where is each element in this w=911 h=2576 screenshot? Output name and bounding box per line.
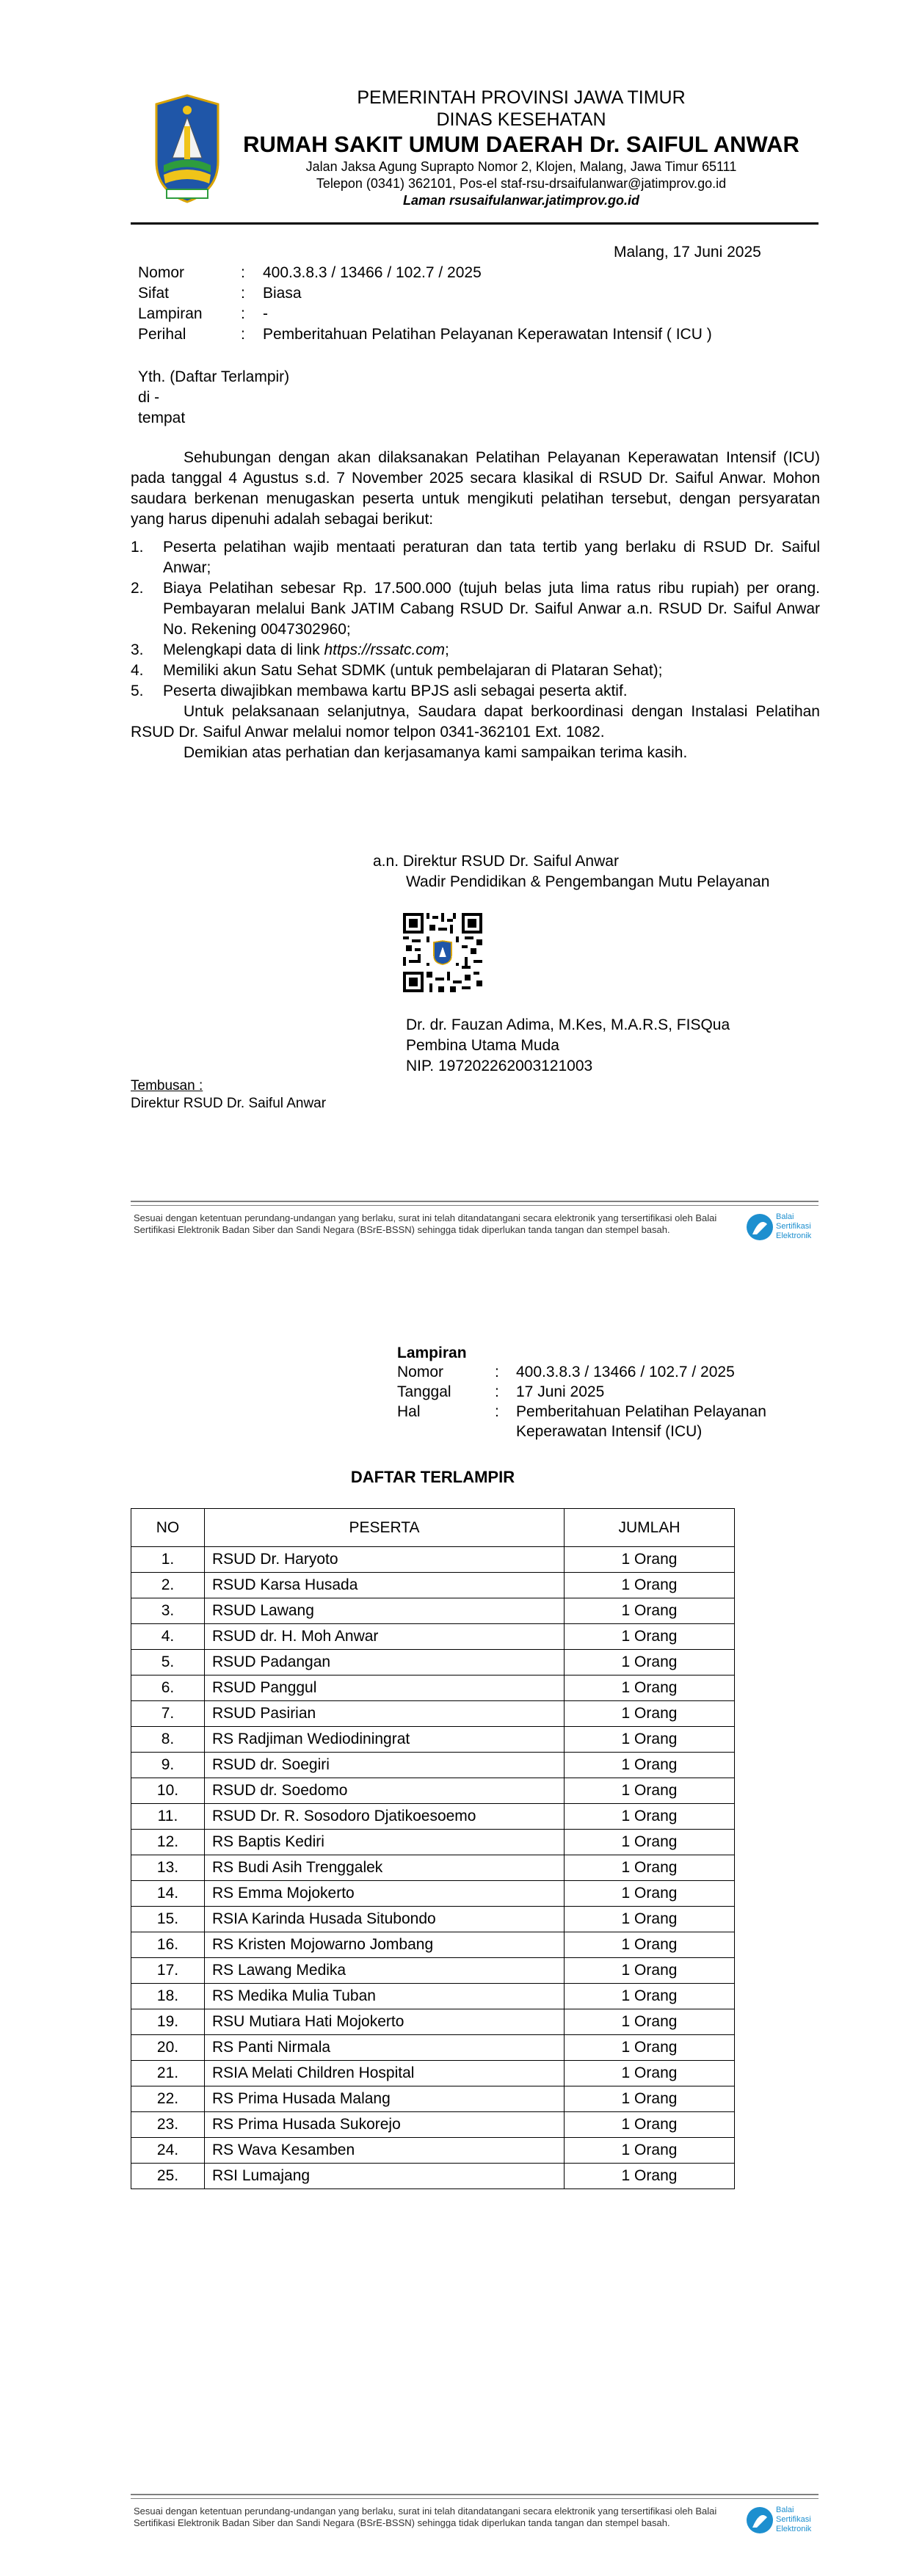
requirement-text: Biaya Pelatihan sebesar Rp. 17.500.000 (tujuh belas juta lima ratus ribu rupiah) per orang. Pembayaran melalui Bank JATIM Cabang RSUD Dr. Saiful Anwar a.n. RSUD Dr. Saiful Anwar No. Rekening 0047302960; [163,580,820,638]
row-participant: RS Baptis Kediri [205,1830,565,1855]
lampiran-row-hal [397,1402,779,1461]
row-quantity: 1 Orang [565,1984,735,2009]
bsre-label-line: Sertifikasi [776,2515,811,2524]
requirement-text: Memiliki akun Satu Sehat SDMK (untuk pembelajaran di Plataran Sehat); [163,662,663,679]
lampiran-value: 17 Juni 2025 [516,1383,605,1400]
row-quantity: 1 Orang [565,2009,735,2035]
recipient-line: di - [138,389,160,406]
row-quantity: 1 Orang [565,1830,735,1855]
bsre-label-line: Elektronik [776,1231,812,1240]
row-quantity: 1 Orang [565,1650,735,1676]
meta-value: 400.3.8.3 / 13466 / 102.7 / 2025 [263,264,482,281]
table-row [131,2138,735,2164]
row-quantity: 1 Orang [565,1881,735,1907]
signer-nip: NIP. 197202262003121003 [406,1058,593,1074]
requirement-number: 1. [131,539,144,556]
body-paragraph-closing: Demikian atas perhatian dan kerjasamanya kami sampaikan terima kasih. [184,744,688,761]
requirement-text-suffix: ; [445,641,449,658]
row-number: 5. [131,1650,205,1676]
requirement-text: Peserta diwajibkan membawa kartu BPJS asli sebagai peserta aktif. [163,683,628,699]
table-row [131,1958,735,1984]
row-quantity: 1 Orang [565,1727,735,1753]
row-quantity: 1 Orang [565,1958,735,1984]
row-participant: RSUD Pasirian [205,1701,565,1727]
footer-divider [131,2494,819,2495]
bsre-label-line: Balai [776,1212,794,1221]
row-number: 6. [131,1676,205,1701]
place-date: Malang, 17 Juni 2025 [614,244,761,261]
row-participant: RS Kristen Mojowarno Jombang [205,1932,565,1958]
row-quantity: 1 Orang [565,2061,735,2086]
table-row [131,1727,735,1753]
body-paragraph-intro: Sehubungan dengan akan dilaksanakan Pelatihan Pelayanan Keperawatan Intensif (ICU) pada tanggal 4 Agustus s.d. 7 November 2025 secara klasikal di RSUD Dr. Saiful Anwar. Mohon saudara berkenan menugaskan peserta untuk mengikuti pelatihan tersebut, dengan persyaratan yang harus dipenuhi adalah sebagai berikut: [131,449,820,528]
lampiran-row-nomor [397,1362,779,1382]
requirement-text-prefix: Melengkapi data di link [163,641,324,658]
table-row [131,1701,735,1727]
row-participant: RS Wava Kesamben [205,2138,565,2164]
table-row [131,1778,735,1804]
lampiran-title: Lampiran [397,1345,467,1361]
bsre-emblem-icon [745,1209,774,1245]
row-quantity: 1 Orang [565,1932,735,1958]
row-quantity: 1 Orang [565,1624,735,1650]
row-participant: RSIA Melati Children Hospital [205,2061,565,2086]
row-number: 1. [131,1547,205,1573]
table-header-row [131,1509,735,1547]
table-row [131,1547,735,1573]
letterhead-contact: Telepon (0341) 362101, Pos-el staf-rsu-drsaifulanwar@jatimprov.go.id [316,176,727,191]
meta-colon: : [241,305,245,322]
participant-table [131,1508,735,2189]
lampiran-value: Pemberitahuan Pelatihan Pelayanan Keperawatan Intensif (ICU) [516,1403,766,1440]
table-row [131,2164,735,2189]
row-participant: RSUD dr. H. Moh Anwar [205,1624,565,1650]
row-participant: RSI Lumajang [205,2164,565,2189]
daftar-title: DAFTAR TERLAMPIR [350,1468,515,1486]
bsre-label-line: Balai [776,2506,794,2514]
row-participant: RSUD Lawang [205,1598,565,1624]
row-quantity: 1 Orang [565,2086,735,2112]
participant-table-body [131,1547,735,2189]
requirement-text: Peserta pelatihan wajib mentaati peraturan dan tata tertib yang berlaku di RSUD Dr. Saiful Anwar; [163,539,820,576]
table-row [131,1676,735,1701]
lampiran-colon: : [495,1364,499,1380]
row-quantity: 1 Orang [565,2112,735,2138]
row-participant: RSUD Karsa Husada [205,1573,565,1598]
row-participant: RSUD Panggul [205,1676,565,1701]
row-number: 17. [131,1958,205,1984]
row-participant: RSUD Dr. R. Sosodoro Djatikoesoemo [205,1804,565,1830]
table-row [131,1881,735,1907]
east-java-coat-of-arms-logo [150,88,224,205]
letterhead-website: Laman rsusaifulanwar.jatimprov.go.id [402,193,640,208]
signer-rank: Pembina Utama Muda [406,1037,559,1054]
signer-name: Dr. dr. Fauzan Adima, M.Kes, M.A.R.S, FISQua [406,1016,730,1033]
table-row [131,2086,735,2112]
row-participant: RS Panti Nirmala [205,2035,565,2061]
bsre-label [776,1212,811,1241]
meta-key: Sifat [138,285,170,302]
lampiran-key: Tanggal [397,1383,451,1400]
table-row [131,1855,735,1881]
signature-position: Wadir Pendidikan & Pengembangan Mutu Pelayanan [406,873,770,890]
table-row [131,2061,735,2086]
bsre-label [776,2506,811,2534]
table-row [131,1830,735,1855]
bsre-logo [745,2501,826,2545]
electronic-signature-notice: Sesuai dengan ketentuan perundang-undangan yang berlaku, surat ini telah ditandatangani secara elektronik yang tersertifikasi oleh Balai Sertifikasi Elektronik Badan Siber dan Sandi Negara (BSrE-BSSN) sehingga tidak diperlukan tanda tangan dan stempel basah. [134,1212,717,1235]
table-row [131,2112,735,2138]
row-participant: RSU Mutiara Hati Mojokerto [205,2009,565,2035]
row-number: 2. [131,1573,205,1598]
recipient [138,367,289,429]
row-quantity: 1 Orang [565,1855,735,1881]
electronic-signature-qr-code [403,913,482,992]
row-quantity: 1 Orang [565,1676,735,1701]
column-header-no: NO [131,1509,205,1547]
table-row [131,1573,735,1598]
row-quantity: 1 Orang [565,1778,735,1804]
row-quantity: 1 Orang [565,2164,735,2189]
meta-key: Nomor [138,264,185,281]
letterhead [235,87,807,209]
column-header-peserta: PESERTA [205,1509,565,1547]
table-row [131,1624,735,1650]
bsre-emblem-icon [745,2503,774,2538]
row-participant: RS Lawang Medika [205,1958,565,1984]
requirement-number: 2. [131,580,144,597]
electronic-signature-notice: Sesuai dengan ketentuan perundang-undangan yang berlaku, surat ini telah ditandatangani secara elektronik yang tersertifikasi oleh Balai Sertifikasi Elektronik Badan Siber dan Sandi Negara (BSrE-BSSN) sehingga tidak diperlukan tanda tangan dan stempel basah. [134,2506,717,2528]
row-number: 25. [131,2164,205,2189]
requirement-number: 4. [131,662,144,679]
row-number: 13. [131,1855,205,1881]
meta-key: Lampiran [138,305,203,322]
row-quantity: 1 Orang [565,1573,735,1598]
footer-divider [131,1201,819,1202]
row-quantity: 1 Orang [565,2035,735,2061]
footer-divider [131,2498,819,2499]
lampiran-meta [397,1362,779,1461]
row-participant: RSUD dr. Soedomo [205,1778,565,1804]
registration-link[interactable]: https://rssatc.com [324,641,446,658]
row-number: 15. [131,1907,205,1932]
row-participant: RSIA Karinda Husada Situbondo [205,1907,565,1932]
row-participant: RSUD Padangan [205,1650,565,1676]
letterhead-government: PEMERINTAH PROVINSI JAWA TIMUR [357,87,686,108]
lampiran-colon: : [495,1403,499,1420]
row-number: 11. [131,1804,205,1830]
body-paragraph-coordination: Untuk pelaksanaan selanjutnya, Saudara dapat berkoordinasi dengan Instalasi Pelatihan RSUD Dr. Saiful Anwar melalui nomor telpon 0341-362101 Ext. 1082. [131,703,820,741]
row-quantity: 1 Orang [565,1753,735,1778]
row-number: 23. [131,2112,205,2138]
row-number: 22. [131,2086,205,2112]
row-quantity: 1 Orang [565,1907,735,1932]
row-participant: RSUD Dr. Haryoto [205,1547,565,1573]
row-number: 12. [131,1830,205,1855]
recipient-line: tempat [138,410,186,426]
table-row [131,1907,735,1932]
lampiran-key: Nomor [397,1364,444,1380]
requirement-number: 3. [131,641,144,658]
row-number: 3. [131,1598,205,1624]
table-row [131,1984,735,2009]
row-number: 14. [131,1881,205,1907]
row-participant: RS Prima Husada Malang [205,2086,565,2112]
row-number: 9. [131,1753,205,1778]
meta-value: Pemberitahuan Pelatihan Pelayanan Keperawatan Intensif ( ICU ) [263,326,712,343]
row-quantity: 1 Orang [565,1701,735,1727]
row-participant: RS Medika Mulia Tuban [205,1984,565,2009]
recipient-line: Yth. (Daftar Terlampir) [138,368,290,385]
tembusan [131,1077,326,1113]
lampiran-value: 400.3.8.3 / 13466 / 102.7 / 2025 [516,1364,735,1380]
row-participant: RS Prima Husada Sukorejo [205,2112,565,2138]
table-row [131,1598,735,1624]
row-participant: RS Radjiman Wediodiningrat [205,1727,565,1753]
tembusan-label: Tembusan : [131,1078,203,1094]
requirement-number: 5. [131,683,144,699]
meta-value: Biasa [263,285,302,302]
meta-key: Perihal [138,326,186,343]
letterhead-divider [131,222,819,225]
requirement-text [163,640,820,661]
meta-colon: : [241,285,245,302]
signature-an: a.n. Direktur RSUD Dr. Saiful Anwar [373,853,619,870]
bsre-logo [745,1208,826,1252]
row-number: 7. [131,1701,205,1727]
meta-colon: : [241,264,245,281]
letterhead-address: Jalan Jaksa Agung Suprapto Nomor 2, Klojen, Malang, Jawa Timur 65111 [305,159,737,174]
row-quantity: 1 Orang [565,1547,735,1573]
footer-divider [131,1205,819,1206]
bsre-label-line: Sertifikasi [776,1222,811,1231]
row-quantity: 1 Orang [565,1598,735,1624]
meta-value: - [263,305,268,322]
row-number: 10. [131,1778,205,1804]
row-number: 19. [131,2009,205,2035]
row-number: 4. [131,1624,205,1650]
row-number: 21. [131,2061,205,2086]
tembusan-item: Direktur RSUD Dr. Saiful Anwar [131,1096,327,1111]
table-row [131,2009,735,2035]
letterhead-department: DINAS KESEHATAN [436,109,606,130]
row-participant: RSUD dr. Soegiri [205,1753,565,1778]
row-quantity: 1 Orang [565,2138,735,2164]
lampiran-colon: : [495,1383,499,1400]
row-quantity: 1 Orang [565,1804,735,1830]
table-row [131,1650,735,1676]
table-row [131,2035,735,2061]
table-row [131,1804,735,1830]
table-row [131,1932,735,1958]
row-number: 20. [131,2035,205,2061]
row-number: 16. [131,1932,205,1958]
letterhead-hospital-name: RUMAH SAKIT UMUM DAERAH Dr. SAIFUL ANWAR [243,131,799,157]
row-participant: RS Budi Asih Trenggalek [205,1855,565,1881]
row-number: 8. [131,1727,205,1753]
column-header-jumlah: JUMLAH [565,1509,735,1547]
lampiran-key: Hal [397,1403,421,1420]
row-number: 18. [131,1984,205,2009]
signer-block [406,1015,730,1077]
bsre-label-line: Elektronik [776,2525,812,2533]
meta-colon: : [241,326,245,343]
table-row [131,1753,735,1778]
row-number: 24. [131,2138,205,2164]
row-participant: RS Emma Mojokerto [205,1881,565,1907]
lampiran-row-tanggal [397,1382,779,1402]
